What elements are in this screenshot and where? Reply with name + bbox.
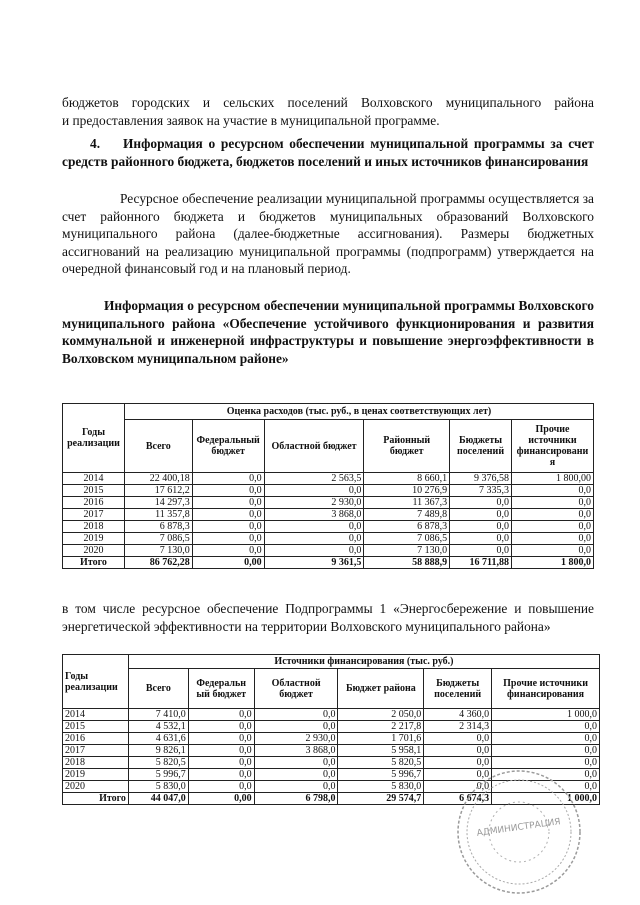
cell-settlements: 0,0 (450, 545, 512, 557)
cell-federal: 0,0 (192, 509, 264, 521)
cell-other: 0,0 (492, 781, 600, 793)
cell-regional: 0,0 (254, 769, 338, 781)
cell-other: 0,0 (512, 509, 594, 521)
table2-col-settlements: Бюджеты поселений (424, 669, 492, 709)
cell-total: 11 357,8 (124, 509, 192, 521)
table2-col-total: Всего (128, 669, 188, 709)
cell-district: 2 050,0 (338, 709, 424, 721)
cell-total: 5 996,7 (128, 769, 188, 781)
cell-district: 7 086,5 (364, 533, 450, 545)
table1-col-other: Прочие источники финансировани я (512, 420, 594, 473)
table-row (63, 733, 600, 745)
cell-other: 0,0 (492, 769, 600, 781)
cell-district: 6 878,3 (364, 521, 450, 533)
cell-federal: 0,0 (188, 757, 254, 769)
cell-year: 2018 (63, 757, 129, 769)
cell-total: 4 532,1 (128, 721, 188, 733)
cell-federal: 0,0 (188, 781, 254, 793)
table2-col-federal: Федеральн ый бюджет (188, 669, 254, 709)
cell-settlements: 7 335,3 (450, 485, 512, 497)
resource-paragraph: Ресурсное обеспечение реализации муниципальной программы осуществляется за счет районного бюджета и бюджетов муниципальных образований Волховского муниципального района (далее-бюджетные ассигнования). Размеры бюджетных ассигнований на реализацию муниципальной программы (подпрограмм) утверждается на очередной финансовый год и на плановый период. (62, 191, 594, 276)
section-heading: 4. Информация о ресурсном обеспечении муниципальной программы за счет средств районного бюджета, бюджетов поселений и иных источников финансирования (62, 136, 594, 169)
cell-settlements: 4 360,0 (424, 709, 492, 721)
cell-year: 2018 (63, 521, 125, 533)
cell-settlements: 0,0 (450, 521, 512, 533)
cell-year: 2017 (63, 745, 129, 757)
cell-federal: 0,00 (188, 793, 254, 805)
intro-line-1: бюджетов городских и сельских поселений Волховского муниципального района (62, 95, 594, 110)
cell-federal: 0,00 (192, 557, 264, 569)
cell-settlements: 0,0 (450, 497, 512, 509)
cell-total: 7 410,0 (128, 709, 188, 721)
cell-regional: 0,0 (254, 709, 338, 721)
cell-year: 2017 (63, 509, 125, 521)
cell-federal: 0,0 (188, 721, 254, 733)
table-row (63, 757, 600, 769)
table1-col-federal: Федеральный бюджет (192, 420, 264, 473)
cell-settlements: 2 314,3 (424, 721, 492, 733)
table-row (63, 521, 594, 533)
stamp-text: АДМИНИСТРАЦИЯ (476, 817, 562, 839)
cell-other: 0,0 (512, 521, 594, 533)
cell-regional: 0,0 (264, 485, 364, 497)
cell-regional: 0,0 (264, 533, 364, 545)
cell-regional: 3 868,0 (254, 745, 338, 757)
cell-federal: 0,0 (188, 733, 254, 745)
cell-other: 0,0 (492, 745, 600, 757)
cell-district: 10 276,9 (364, 485, 450, 497)
cell-year: 2019 (63, 533, 125, 545)
cell-federal: 0,0 (192, 485, 264, 497)
cell-federal: 0,0 (192, 545, 264, 557)
table2-year-header: Годы реализации (63, 655, 129, 709)
cell-other: 1 000,0 (492, 709, 600, 721)
cell-total: 14 297,3 (124, 497, 192, 509)
cell-district: 8 660,1 (364, 473, 450, 485)
cell-year: 2014 (63, 473, 125, 485)
cell-district: 5 820,5 (338, 757, 424, 769)
cell-year: 2019 (63, 769, 129, 781)
table-row (63, 473, 594, 485)
table1-caption: Информация о ресурсном обеспечении муниципальной программы Волховского муниципального района «Обеспечение устойчивого функционирования и развития коммунальной и инженерной инфраструктуры и повышение энергоэффективности в Волховском муниципальном районе» (62, 298, 594, 366)
table-row (63, 485, 594, 497)
cell-settlements: 0,0 (424, 745, 492, 757)
cell-federal: 0,0 (192, 473, 264, 485)
cell-regional: 6 798,0 (254, 793, 338, 805)
cell-year: 2015 (63, 485, 125, 497)
table-row (63, 497, 594, 509)
cell-settlements: 0,0 (450, 533, 512, 545)
table-total-row (63, 557, 594, 569)
cell-district: 58 888,9 (364, 557, 450, 569)
table2-col-district: Бюджет района (338, 669, 424, 709)
cell-total: 9 826,1 (128, 745, 188, 757)
cell-regional: 2 930,0 (264, 497, 364, 509)
cell-other: 1 800,0 (512, 557, 594, 569)
table1-col-district: Районный бюджет (364, 420, 450, 473)
cell-other: 1 800,00 (512, 473, 594, 485)
cell-other: 0,0 (492, 733, 600, 745)
cell-total: 22 400,18 (124, 473, 192, 485)
cell-district: 7 130,0 (364, 545, 450, 557)
cell-total: 7 130,0 (124, 545, 192, 557)
cell-total: 44 047,0 (128, 793, 188, 805)
cell-regional: 0,0 (254, 781, 338, 793)
table1-group-header: Оценка расходов (тыс. руб., в ценах соответствующих лет) (124, 404, 593, 420)
cell-regional: 0,0 (264, 545, 364, 557)
table-row (63, 533, 594, 545)
table-row (63, 721, 600, 733)
cell-district: 5 958,1 (338, 745, 424, 757)
cell-settlements: 9 376,58 (450, 473, 512, 485)
official-stamp-seal (455, 768, 583, 896)
cell-regional: 3 868,0 (264, 509, 364, 521)
cell-settlements: 0,0 (424, 781, 492, 793)
cell-district: 5 996,7 (338, 769, 424, 781)
cell-federal: 0,0 (192, 533, 264, 545)
table-row (63, 709, 600, 721)
cell-federal: 0,0 (192, 521, 264, 533)
cell-settlements: 16 711,88 (450, 557, 512, 569)
cell-other: 0,0 (512, 545, 594, 557)
cell-settlements: 0,0 (450, 509, 512, 521)
cell-settlements: 0,0 (424, 733, 492, 745)
table1-col-settlements: Бюджеты поселений (450, 420, 512, 473)
table1-col-total: Всего (124, 420, 192, 473)
cell-federal: 0,0 (192, 497, 264, 509)
cell-year: 2016 (63, 733, 129, 745)
cell-other: 0,0 (512, 497, 594, 509)
cell-total: 6 878,3 (124, 521, 192, 533)
cell-total: 5 830,0 (128, 781, 188, 793)
cell-year: 2020 (63, 545, 125, 557)
table2-caption: в том числе ресурсное обеспечение Подпрограммы 1 «Энергосбережение и повышение энергетической эффективности на территории Волховского муниципального района» (62, 601, 594, 634)
cell-other: 0,0 (492, 757, 600, 769)
cell-year: 2014 (63, 709, 129, 721)
cell-other: 0,0 (512, 533, 594, 545)
table-row (63, 745, 600, 757)
table2-col-regional: Областной бюджет (254, 669, 338, 709)
cell-district: 29 574,7 (338, 793, 424, 805)
cell-district: 7 489,8 (364, 509, 450, 521)
cell-regional: 0,0 (254, 721, 338, 733)
cell-district: 5 830,0 (338, 781, 424, 793)
table-row (63, 545, 594, 557)
cell-federal: 0,0 (188, 709, 254, 721)
cell-total: 4 631,6 (128, 733, 188, 745)
cell-settlements: 0,0 (424, 757, 492, 769)
cell-district: 11 367,3 (364, 497, 450, 509)
table1-year-header: Годы реализации (63, 404, 125, 473)
cell-total: 17 612,2 (124, 485, 192, 497)
intro-line-2: и предоставления заявок на участие в муниципальной программе. (62, 113, 440, 128)
cell-federal: 0,0 (188, 769, 254, 781)
table-row (63, 509, 594, 521)
cell-regional: 2 563,5 (264, 473, 364, 485)
cell-year: 2016 (63, 497, 125, 509)
cell-regional: 0,0 (254, 757, 338, 769)
table1 (62, 403, 594, 569)
cell-year: Итого (63, 557, 125, 569)
cell-other: 1 000,0 (492, 793, 600, 805)
cell-other: 0,0 (492, 721, 600, 733)
cell-settlements: 6 674,3 (424, 793, 492, 805)
cell-year: 2015 (63, 721, 129, 733)
cell-settlements: 0,0 (424, 769, 492, 781)
cell-district: 1 701,6 (338, 733, 424, 745)
table1-col-regional: Областной бюджет (264, 420, 364, 473)
cell-regional: 2 930,0 (254, 733, 338, 745)
cell-other: 0,0 (512, 485, 594, 497)
cell-regional: 0,0 (264, 521, 364, 533)
cell-total: 7 086,5 (124, 533, 192, 545)
cell-federal: 0,0 (188, 745, 254, 757)
table2-col-other: Прочие источники финансирования (492, 669, 600, 709)
cell-regional: 9 361,5 (264, 557, 364, 569)
cell-total: 86 762,28 (124, 557, 192, 569)
table2-group-header: Источники финансирования (тыс. руб.) (128, 655, 599, 669)
cell-year: Итого (63, 793, 129, 805)
cell-total: 5 820,5 (128, 757, 188, 769)
cell-year: 2020 (63, 781, 129, 793)
cell-district: 2 217,8 (338, 721, 424, 733)
